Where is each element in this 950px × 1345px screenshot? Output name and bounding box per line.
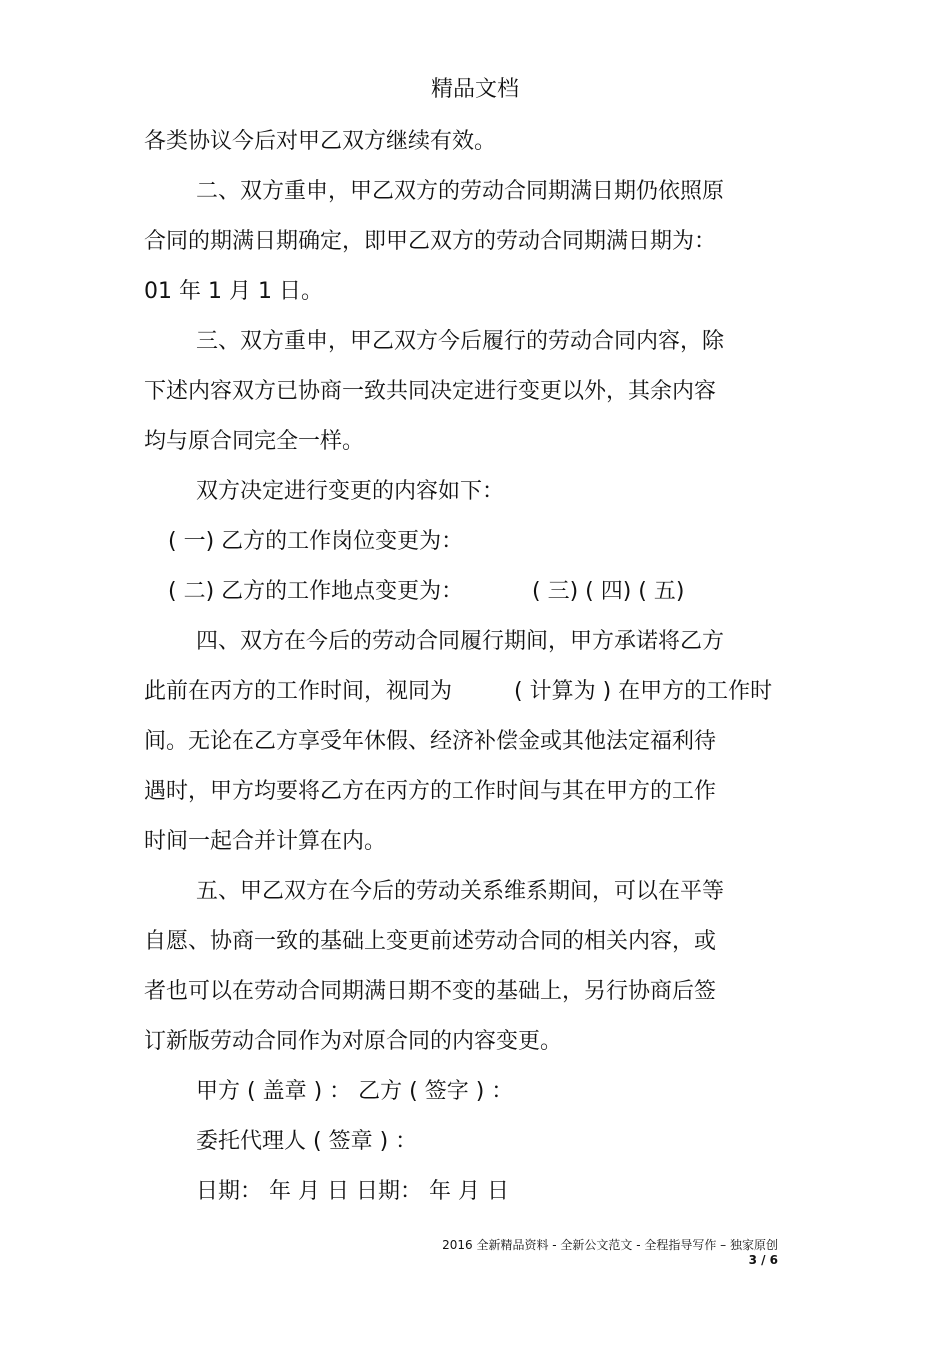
- text-line: 时间一起合并计算在内。: [144, 829, 387, 854]
- text-line: 各类协议今后对甲乙双方继续有效。: [144, 129, 497, 154]
- text-line: 自愿、协商一致的基础上变更前述劳动合同的相关内容，或: [144, 929, 717, 954]
- text-line: 间。无论在乙方享受年休假、经济补偿金或其他法定福利待: [144, 729, 717, 754]
- paragraph-3-line-1: 三、双方重申，甲乙双方今后履行的劳动合同内容，除: [196, 329, 725, 354]
- page-footer: 2016 全新精品资料 - 全新公文范文 - 全程指导写作 – 独家原创: [442, 1238, 778, 1252]
- page-number: 3 / 6: [748, 1253, 778, 1267]
- text-line: 订新版劳动合同作为对原合同的内容变更。: [144, 1029, 563, 1054]
- change-items-3-5: ( 三) ( 四) ( 五): [532, 579, 685, 604]
- date-line: 日期： 年 月 日 日期： 年 月 日: [196, 1179, 509, 1204]
- change-item-1: ( 一) 乙方的工作岗位变更为：: [168, 529, 464, 554]
- text-line: 01 年 1 月 1 日。: [144, 279, 323, 304]
- signature-line: 甲方 ( 盖章 ) ： 乙方 ( 签字 ) ：: [196, 1079, 514, 1104]
- page-header: 精品文档: [430, 77, 519, 102]
- text-line: 合同的期满日期确定，即甲乙双方的劳动合同期满日期为：: [144, 229, 717, 254]
- text-line: 均与原合同完全一样。: [144, 429, 365, 454]
- text-line: 者也可以在劳动合同期满日期不变的基础上，另行协商后签: [144, 979, 717, 1004]
- paragraph-4-line-1: 四、双方在今后的劳动合同履行期间，甲方承诺将乙方: [196, 629, 725, 654]
- paragraph-5-line-1: 五、甲乙双方在今后的劳动关系维系期间，可以在平等: [196, 879, 725, 904]
- text-line-continued: ( 计算为 ) 在甲方的工作时: [514, 679, 773, 704]
- text-line: 下述内容双方已协商一致共同决定进行变更以外，其余内容: [144, 379, 717, 404]
- agent-signature-line: 委托代理人 ( 签章 ) ：: [196, 1129, 418, 1154]
- text-line: 此前在丙方的工作时间，视同为: [144, 679, 453, 704]
- change-item-2: ( 二) 乙方的工作地点变更为：: [168, 579, 464, 604]
- text-line: 遇时，甲方均要将乙方在丙方的工作时间与其在甲方的工作: [144, 779, 717, 804]
- changes-intro: 双方决定进行变更的内容如下：: [196, 479, 505, 504]
- paragraph-2-line-1: 二、双方重申，甲乙双方的劳动合同期满日期仍依照原: [196, 179, 725, 204]
